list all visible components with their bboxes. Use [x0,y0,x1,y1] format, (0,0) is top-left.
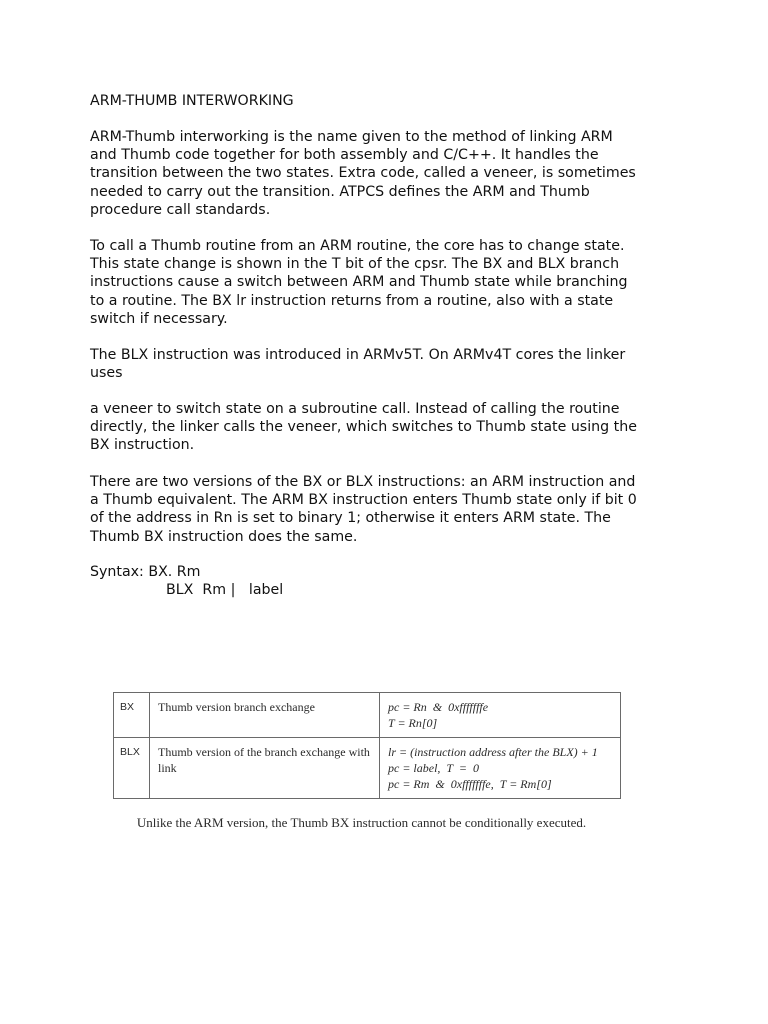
table-cell-description: Thumb version branch exchange [150,693,380,738]
paragraph-intro: ARM-Thumb interworking is the name given to the method of linking ARM and Thumb code together for both assembly and C/C++. It handles the transition between the two states. Extra code, called a veneer, is sometimes needed to carry out the transition. ATPCS defines the ARM and Thumb procedure call standards. [90,129,636,218]
table-cell-description: Thumb version of the branch exchange with link [150,738,380,799]
operation-line: pc = Rn & 0xfffffffe [388,700,489,714]
operation-line: pc = label, T = 0 [388,761,479,775]
table-cell-mnemonic: BX [114,693,150,738]
syntax-line-blx: BLX Rm | label [166,582,284,598]
instruction-figure [113,692,620,831]
table-cell-mnemonic: BLX [114,738,150,799]
paragraph-veneer: a veneer to switch state on a subroutine call. Instead of calling the routine directly, the linker calls the veneer, which switches to Thumb state using the BX instruction. [90,401,637,454]
operation-line: T = Rn[0] [388,716,438,730]
paragraph-versions: There are two versions of the BX or BLX instructions: an ARM instruction and a Thumb equivalent. The ARM BX instruction enters Thumb state only if bit 0 of the address in Rn is set to binary 1; otherwise it enters ARM state. The Thumb BX instruction does the same. [90,474,637,545]
paragraph-blx-intro: The BLX instruction was introduced in ARMv5T. On ARMv4T cores the linker uses [90,347,626,382]
table-cell-operation [380,738,621,799]
paragraph-state-change: To call a Thumb routine from an ARM routine, the core has to change state. This state change is shown in the T bit of the cpsr. The BX and BLX branch instructions cause a switch between ARM and Thumb state while branching to a routine. The BX lr instruction returns from a routine, also with a state switch if necessary. [90,238,628,327]
operation-line: lr = (instruction address after the BLX) + 1 [388,745,598,759]
table-row [114,693,621,738]
operation-line: pc = Rm & 0xfffffffe, T = Rm[0] [388,777,552,791]
document-title: ARM-THUMB INTERWORKING [90,93,294,109]
table-cell-operation [380,693,621,738]
instruction-table [113,692,621,799]
figure-caption: Unlike the ARM version, the Thumb BX instruction cannot be conditionally executed. [136,815,587,830]
table-row [114,738,621,799]
syntax-line-bx: Syntax: BX. Rm [90,564,201,580]
